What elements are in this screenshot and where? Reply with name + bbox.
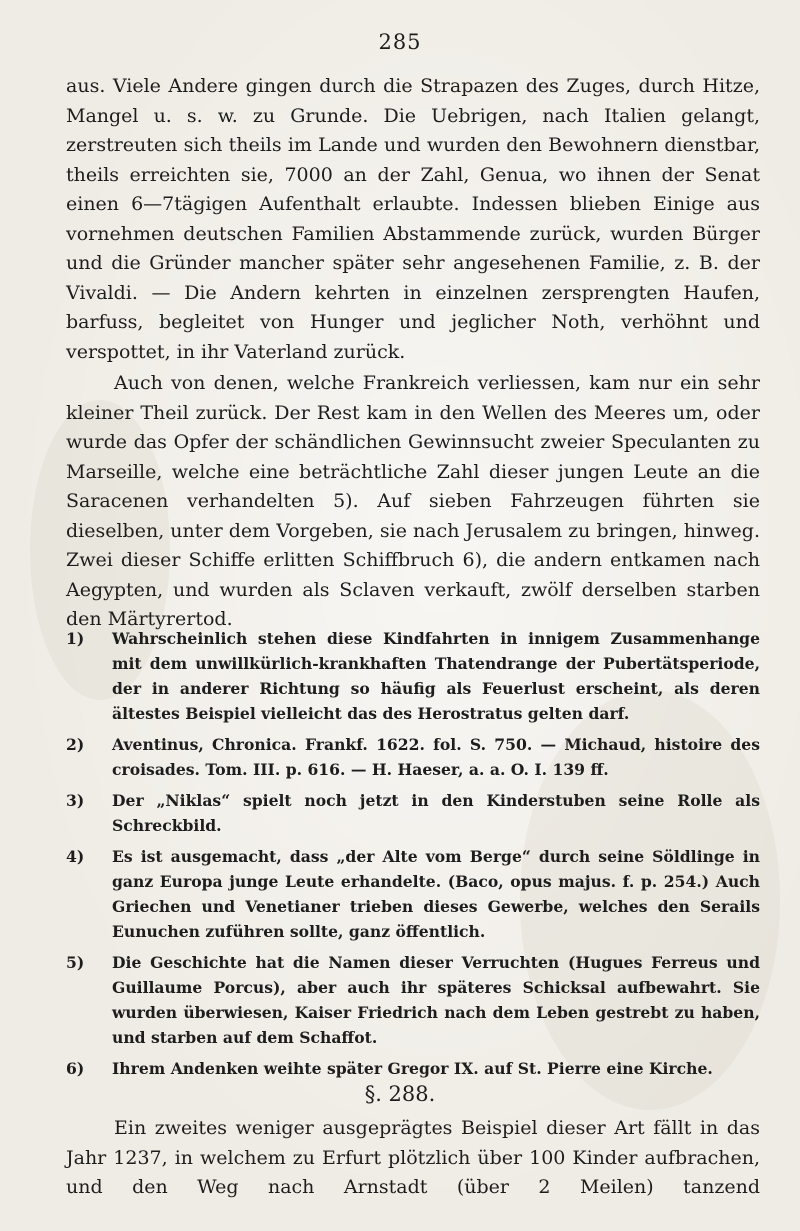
footnote-text: Der „Niklas“ spielt noch jetzt in den Kinderstuben seine Rolle als Schreckbild. — [112, 791, 760, 835]
section-heading: §. 288. — [364, 1082, 436, 1106]
footnote — [66, 788, 760, 838]
footnote-number: 2) — [66, 735, 85, 754]
footnote-text: Aventinus, Chronica. Frankf. 1622. fol. S. 750. — Michaud, histoire des croisades. Tom. III. p. 616. — H. Haeser, a. a. O. I. 139 ff. — [112, 735, 760, 779]
page-number: 285 — [378, 30, 422, 54]
footnote — [66, 732, 760, 782]
footnote — [66, 950, 760, 1050]
footnote-text: Es ist ausgemacht, dass „der Alte vom Berge“ durch seine Söldlinge in ganz Europa junge Leute erhandelte. (Baco, opus majus. f. p. 254.) Auch Griechen und Venetianer trieben dieses Gewerbe, welches den Serails Eunuchen zuführen sollte, ganz öffentlich. — [112, 847, 760, 941]
footnote-number: 1) — [66, 629, 85, 648]
footnote — [66, 844, 760, 944]
closing-text — [66, 1114, 760, 1203]
footnote-number: 4) — [66, 847, 85, 866]
footnote — [66, 626, 760, 726]
footnote-text: Die Geschichte hat die Namen dieser Verruchten (Hugues Ferreus und Guillaume Porcus), aber auch ihr späteres Schicksal aufbewahrt. Sie wurden überwiesen, Kaiser Friedrich nach dem Leben gestrebt zu haben, und starben auf dem Schaffot. — [112, 953, 760, 1047]
paragraph: Ein zweites weniger ausgeprägtes Beispiel dieser Art fällt in das Jahr 1237, in welchem zu Erfurt plötzlich über 100 Kinder aufbrachen, und den Weg nach Arnstadt (über 2 Meilen) tanzend — [66, 1117, 760, 1198]
footnotes — [66, 626, 760, 1087]
main-text — [66, 72, 760, 635]
footnote-text: Wahrscheinlich stehen diese Kindfahrten in innigem Zusammenhange mit dem unwillkürlich-krankhaften Thatendrange der Pubertätsperiode, der in anderer Richtung so häufig als Feuerlust erscheint, als deren ältestes Beispiel vielleicht das des Herostratus gelten darf. — [112, 629, 760, 723]
footnote-number: 5) — [66, 953, 85, 972]
footnote-text: Ihrem Andenken weihte später Gregor IX. auf St. Pierre eine Kirche. — [112, 1059, 713, 1078]
footnote — [66, 1056, 760, 1081]
paragraph: aus. Viele Andere gingen durch die Strapazen des Zuges, durch Hitze, Mangel u. s. w. zu Grunde. Die Uebrigen, nach Italien gelangt, zerstreuten sich theils im Lande und wurden den Bewohnern dienstbar, theils erreichten sie, 7000 an der Zahl, Genua, wo ihnen der Senat einen 6—7tägigen Aufenthalt erlaubte. Indessen blieben Einige aus vornehmen deutschen Familien Abstammende zurück, wurden Bürger und die Gründer mancher später sehr angesehenen Familie, z. B. der Vivaldi. — Die Andern kehrten in einzelnen zersprengten Haufen, barfuss, begleitet von Hunger und jeglicher Noth, verhöhnt und verspottet, in ihr Vaterland zurück. — [66, 75, 760, 363]
footnote-number: 3) — [66, 791, 85, 810]
paragraph: Auch von denen, welche Frankreich verliessen, kam nur ein sehr kleiner Theil zurück. Der Rest kam in den Wellen des Meeres um, oder wurde das Opfer der schändlichen Gewinnsucht zweier Speculanten zu Marseille, welche eine beträchtliche Zahl dieser jungen Leute an die Saracenen verhandelten 5). Auf sieben Fahrzeugen führten sie dieselben, unter dem Vorgeben, sie nach Jerusalem zu bringen, hinweg. Zwei dieser Schiffe erlitten Schiffbruch 6), die andern entkamen nach Aegypten, und wurden als Sclaven verkauft, zwölf derselben starben den Märtyrertod. — [66, 372, 760, 630]
footnote-number: 6) — [66, 1059, 85, 1078]
